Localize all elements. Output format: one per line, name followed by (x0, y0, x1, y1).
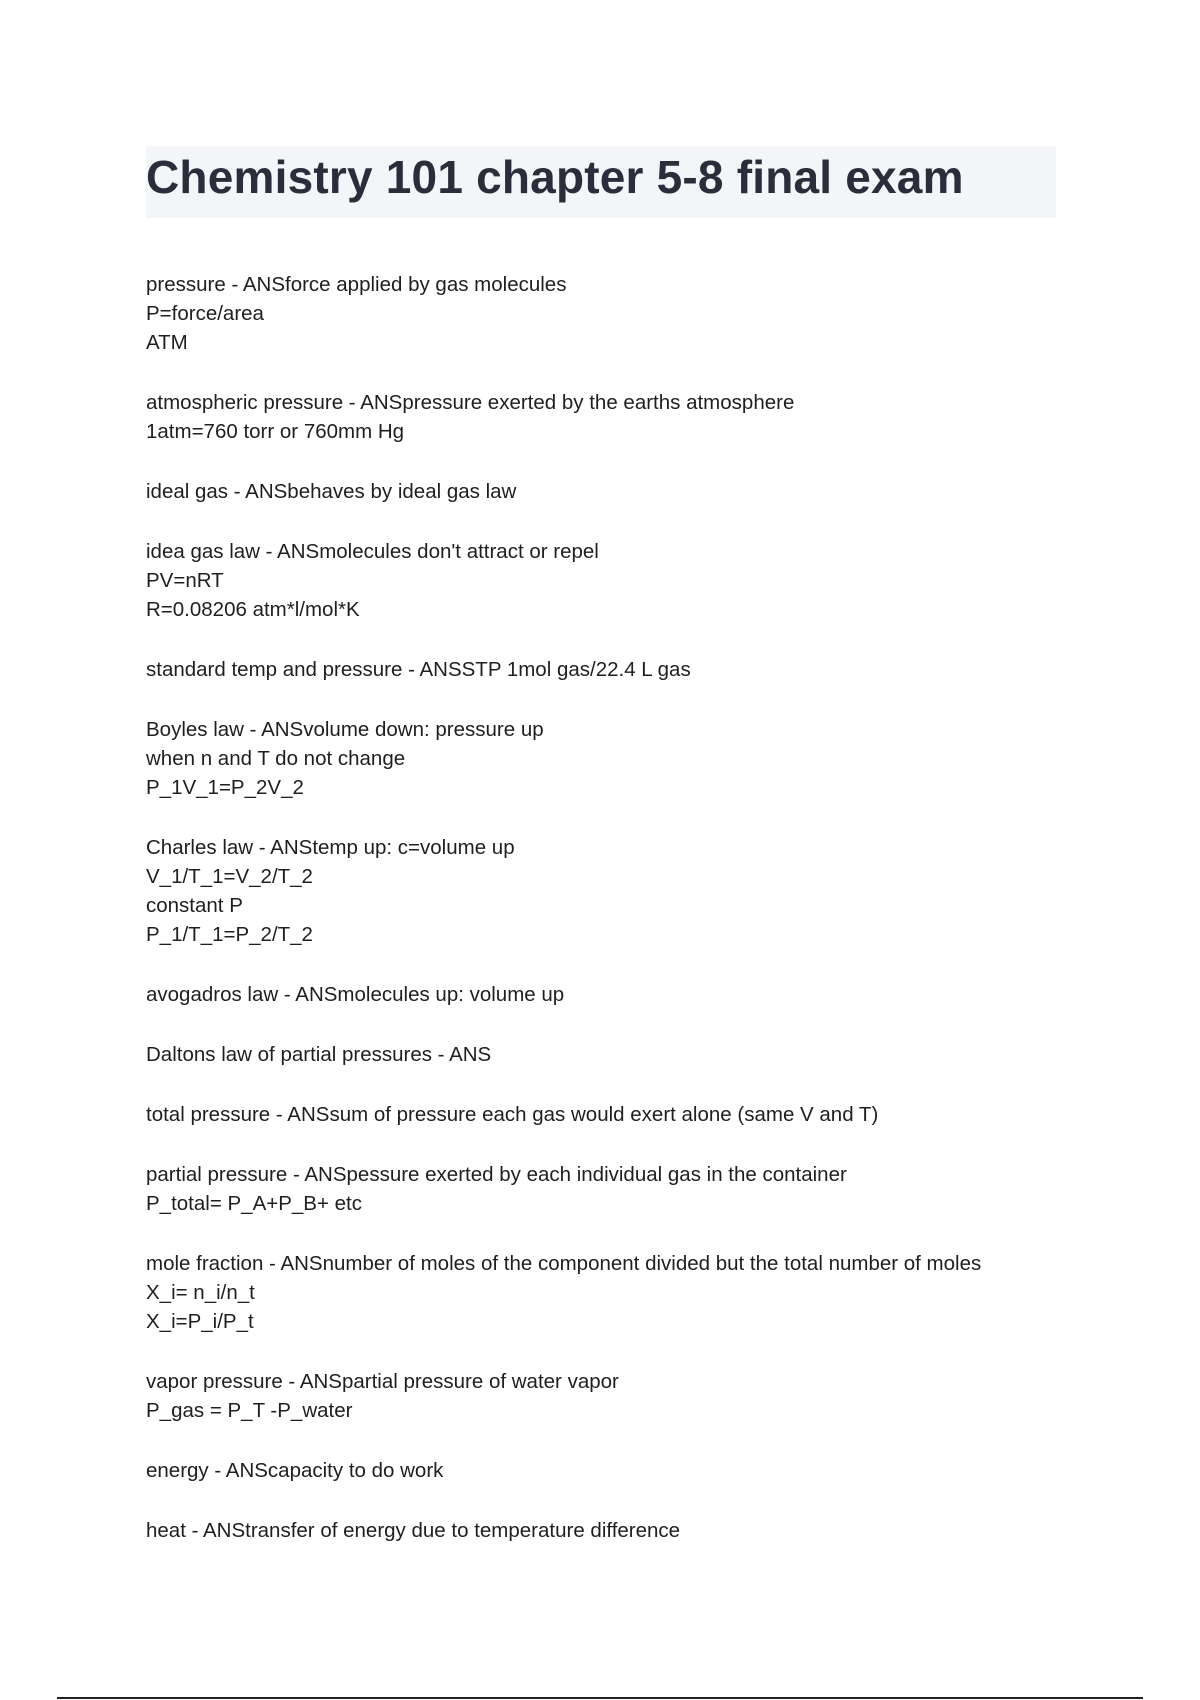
entry-detail-line: P=force/area (146, 302, 264, 325)
entry-detail-line: ATM (146, 331, 188, 354)
flashcard-entry (146, 388, 1066, 446)
entry-detail-line: P_gas = P_T -P_water (146, 1399, 353, 1422)
entry-term-definition: ideal gas - ANSbehaves by ideal gas law (146, 480, 517, 503)
entry-detail-line: P_1V_1=P_2V_2 (146, 776, 304, 799)
entry-term-definition: idea gas law - ANSmolecules don't attract or repel (146, 540, 599, 563)
entry-term-definition: Charles law - ANStemp up: c=volume up (146, 836, 515, 859)
entry-detail-line: V_1/T_1=V_2/T_2 (146, 865, 313, 888)
flashcard-entry (146, 1456, 1066, 1485)
footer-divider (57, 1697, 1143, 1699)
entry-detail-line: X_i=P_i/P_t (146, 1310, 254, 1333)
entry-term-definition: Boyles law - ANSvolume down: pressure up (146, 718, 544, 741)
flashcard-entry (146, 833, 1066, 949)
entry-detail-line: 1atm=760 torr or 760mm Hg (146, 420, 405, 443)
entry-term-definition: standard temp and pressure - ANSSTP 1mol gas/22.4 L gas (146, 658, 691, 681)
entry-term-definition: atmospheric pressure - ANSpressure exerted by the earths atmosphere (146, 391, 795, 414)
entry-detail-line: P_total= P_A+P_B+ etc (146, 1192, 362, 1215)
flashcard-entry (146, 1249, 1066, 1336)
title-banner (146, 146, 1056, 218)
flashcard-list (146, 270, 1066, 1576)
flashcard-entry (146, 1100, 1066, 1129)
flashcard-entry (146, 980, 1066, 1009)
flashcard-entry (146, 1516, 1066, 1545)
flashcard-entry (146, 655, 1066, 684)
entry-term-definition: avogadros law - ANSmolecules up: volume up (146, 983, 565, 1006)
entry-term-definition: energy - ANScapacity to do work (146, 1459, 444, 1482)
flashcard-entry (146, 270, 1066, 357)
entry-term-definition: partial pressure - ANSpessure exerted by each individual gas in the container (146, 1163, 847, 1186)
entry-detail-line: constant P (146, 894, 243, 917)
entry-detail-line: P_1/T_1=P_2/T_2 (146, 923, 313, 946)
flashcard-entry (146, 1040, 1066, 1069)
entry-detail-line: PV=nRT (146, 569, 224, 592)
flashcard-entry (146, 537, 1066, 624)
page-title: Chemistry 101 chapter 5-8 final exam (146, 151, 964, 203)
entry-detail-line: when n and T do not change (146, 747, 406, 770)
flashcard-entry (146, 1160, 1066, 1218)
entry-term-definition: mole fraction - ANSnumber of moles of the component divided but the total number of moles (146, 1252, 982, 1275)
entry-detail-line: X_i= n_i/n_t (146, 1281, 255, 1304)
flashcard-entry (146, 477, 1066, 506)
entry-detail-line: R=0.08206 atm*l/mol*K (146, 598, 360, 621)
entry-term-definition: Daltons law of partial pressures - ANS (146, 1043, 492, 1066)
flashcard-entry (146, 715, 1066, 802)
entry-term-definition: heat - ANStransfer of energy due to temperature difference (146, 1519, 681, 1542)
flashcard-entry (146, 1367, 1066, 1425)
entry-term-definition: vapor pressure - ANSpartial pressure of water vapor (146, 1370, 619, 1393)
entry-term-definition: total pressure - ANSsum of pressure each gas would exert alone (same V and T) (146, 1103, 879, 1126)
entry-term-definition: pressure - ANSforce applied by gas molecules (146, 273, 567, 296)
